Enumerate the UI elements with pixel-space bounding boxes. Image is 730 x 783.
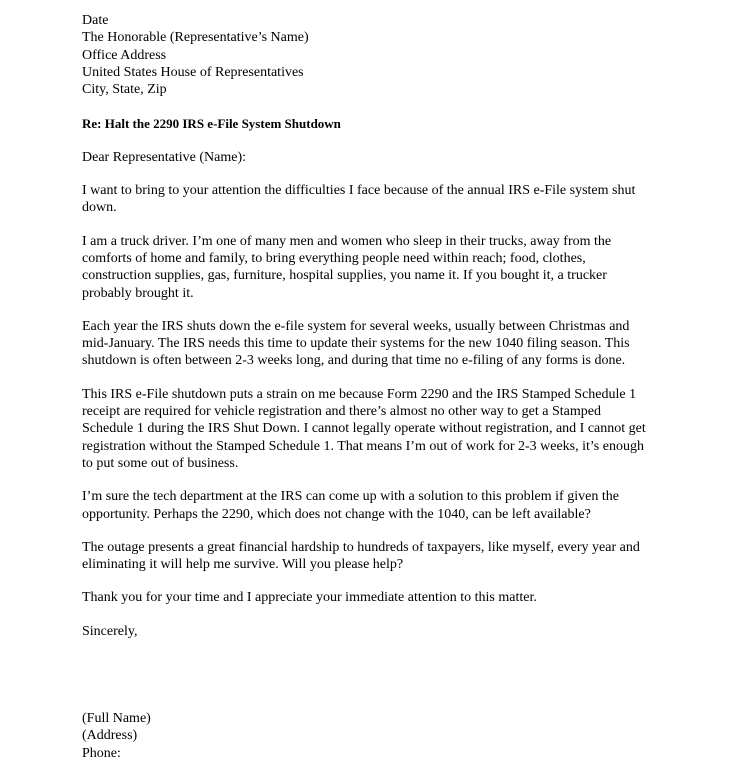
paragraph-registration-impact: This IRS e-File shutdown puts a strain on me because Form 2290 and the IRS Stamped Schedule 1 receipt are required for vehicle registration and there’s almost no other way to get a Stamped Schedule 1 during the IRS Shut Down. I cannot legally operate without registration, and I cannot get registration without the Stamped Schedule 1. That means I’m out of work for 2-3 weeks, it’s enough to put some out of business. xyxy=(82,386,646,471)
paragraph-hardship: The outage presents a great financial hardship to hundreds of taxpayers, like myself, every year and eliminating it will help me survive. Will you please help? xyxy=(82,539,640,573)
letter-body xyxy=(82,12,647,762)
paragraph-thanks: Thank you for your time and I appreciate your immediate attention to this matter. xyxy=(82,590,537,606)
signature-phone: Phone: xyxy=(82,745,121,761)
salutation: Dear Representative (Name): xyxy=(82,149,247,165)
institution-name: United States House of Representatives xyxy=(82,64,304,80)
signature-name: (Full Name) xyxy=(82,711,151,727)
paragraph-truck-driver: I am a truck driver. I’m one of many men and women who sleep in their trucks, away from the comforts of home and family, to bring everything people need within reach; food, clothes, construction supplies, gas, furniture, hospital supplies, you name it. If you bought it, a trucker probably brought it. xyxy=(82,233,612,301)
date-line: Date xyxy=(82,13,109,28)
paragraph-proposed-solution: I’m sure the tech department at the IRS can come up with a solution to this problem if given the opportunity. Perhaps the 2290, which does not change with the 1040, can be left available? xyxy=(82,489,619,522)
closing: Sincerely, xyxy=(82,623,138,639)
paragraph-intro: I want to bring to your attention the difficulties I face because of the annual IRS e-File system shut down. xyxy=(82,183,636,216)
paragraph-shutdown-timing: Each year the IRS shuts down the e-file system for several weeks, usually between Christmas and mid-January. The IRS needs this time to update their systems for the new 1040 filing season. This shutdown is often between 2-3 weeks long, and during that time no e-filing of any forms is done. xyxy=(82,318,630,369)
subject-line: Re: Halt the 2290 IRS e-File System Shutdown xyxy=(82,116,341,132)
recipient-name: The Honorable (Representative’s Name) xyxy=(82,30,309,46)
signature-address: (Address) xyxy=(82,728,138,744)
signature-block xyxy=(82,710,647,762)
recipient-block xyxy=(82,12,647,98)
office-address: Office Address xyxy=(82,47,167,63)
city-state-zip: City, State, Zip xyxy=(82,82,167,98)
